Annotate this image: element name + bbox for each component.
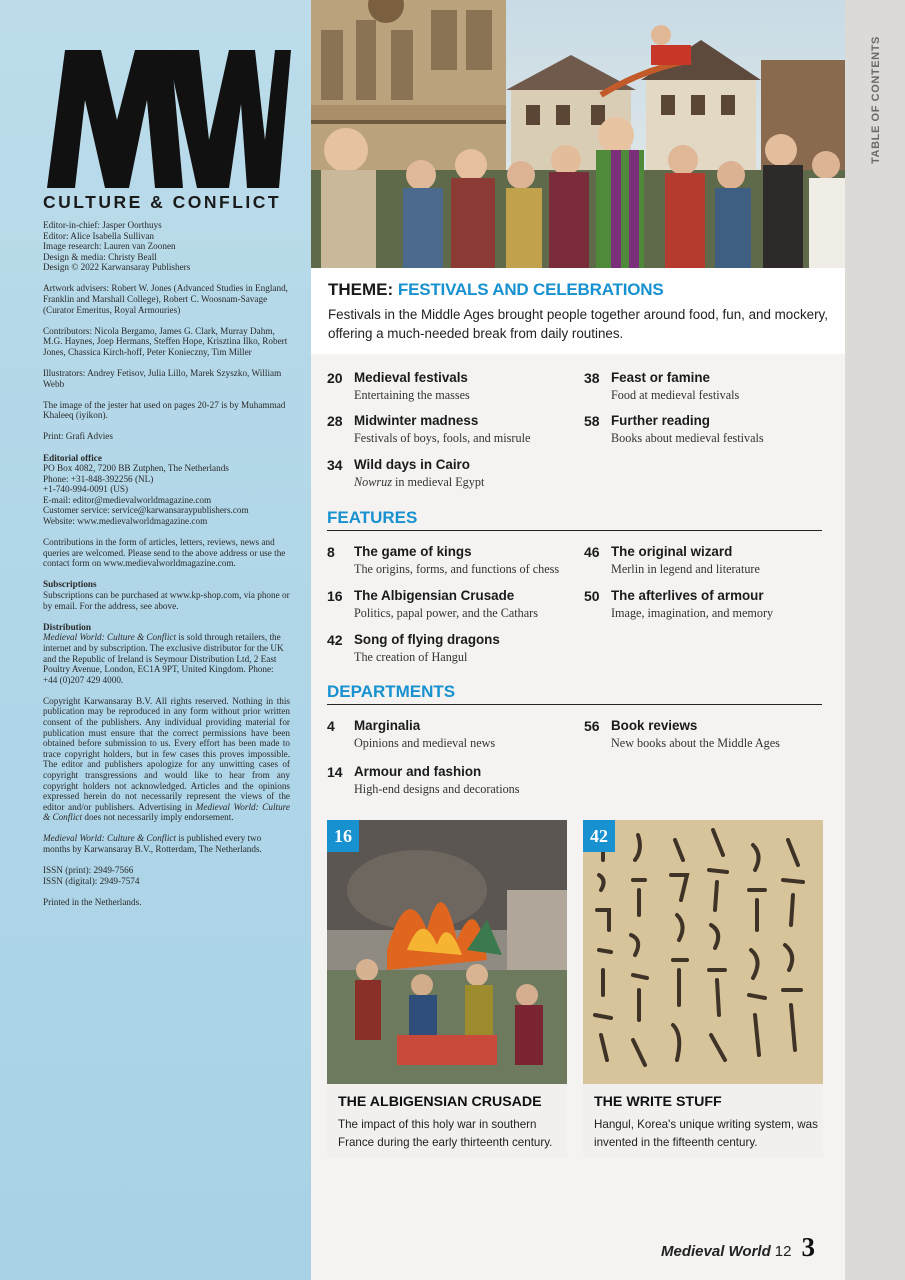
toc-title: The afterlives of armour: [611, 588, 764, 603]
print-credit: Print: Grafi Advies: [43, 431, 113, 442]
credits: Editor-in-chief: Jasper Oorthuys Editor: Alice Isabella Sullivan Image research: Lauren van Zoonen Design & media: Christy Beall Design © 2022 Karwansaray Publishers: [43, 220, 191, 273]
toc-title: The game of kings: [354, 544, 472, 559]
distribution-text: is sold through retailers, the internet and by subscription. The exclusive distributor for the UK and the Republic of Ireland is Seymour Distribution Ltd, 2 East Poultry Avenue, London, EC1A 9PT, United Kingdom. Phone: +44 (0)207 429 4000.: [43, 632, 284, 685]
toc-subtitle: Politics, papal power, and the Cathars: [354, 606, 538, 620]
toc-title: Book reviews: [611, 718, 698, 733]
subscriptions: [43, 579, 290, 611]
contributions-note: Contributions in the form of articles, letters, reviews, news and queries are welcomed. Please send to the above address or use the contact form on www.medievalworldmagazine.com.: [43, 537, 286, 569]
copyright-magazine-title: Medieval World: Culture & Conflict: [43, 801, 290, 823]
toc-title: Marginalia: [354, 718, 421, 733]
toc-title: Medieval festivals: [354, 370, 468, 385]
editorial-office-details: PO Box 4082, 7200 BB Zutphen, The Netherlands Phone: +31-848-392256 (NL) +1-740-994-0091 (US) E-mail: editor@medievalworldmagazine.com Customer service: service@karwansaraypublishers.com Website: www.medievalworldmagazine.com: [43, 463, 249, 527]
toc-subtitle: Merlin in legend and literature: [611, 562, 760, 576]
colophon-text: [43, 220, 290, 918]
toc-subtitle: The creation of Hangul: [354, 650, 468, 664]
logo-subtitle: CULTURE & CONFLICT: [43, 192, 282, 212]
crusade-illustration: [327, 820, 567, 1084]
issn: ISSN (print): 2949-7566 ISSN (digital): 2949-7574: [43, 865, 140, 886]
artwork-advisers: Artwork advisers: Robert W. Jones (Advanced Studies in England, Franklin and Marshall College), Robert C. Woosnam-Savage (Curator Emeritus, Royal Armouries): [43, 283, 288, 315]
card-title: THE ALBIGENSIAN CRUSADE: [338, 1094, 542, 1110]
distribution-magazine-title: Medieval World: Culture & Conflict: [43, 632, 177, 643]
departments-rule: [327, 704, 822, 705]
features-rule: [327, 530, 822, 531]
contributors: Contributors: Nicola Bergamo, James G. Clark, Murray Dahm, M.G. Haynes, Joep Hermans, Steffen Hope, Krisztina Ilko, Robert Jones, Chassica Kirch-hoff, Peter Konieczny, Tim Miller: [43, 325, 288, 357]
toc-page-number: 28: [327, 413, 343, 429]
toc-subtitle: Festivals of boys, fools, and misrule: [354, 431, 531, 445]
card-description: The impact of this holy war in southern France during the early thirteenth century.: [338, 1118, 553, 1149]
toc-title: Feast or famine: [611, 370, 710, 385]
toc-title: Armour and fashion: [354, 764, 482, 779]
subscriptions-heading: Subscriptions: [43, 579, 97, 590]
side-label: TABLE OF CONTENTS: [870, 36, 882, 164]
footer-page-number: 3: [801, 1232, 815, 1262]
editorial-office: [43, 453, 290, 527]
departments-heading: DEPARTMENTS: [327, 682, 456, 701]
illustrators: Illustrators: Andrey Fetisov, Julia Lillo, Marek Szyszko, William Webb: [43, 368, 282, 389]
toc-subtitle: High-end designs and decorations: [354, 782, 520, 796]
toc-title: Midwinter madness: [354, 413, 479, 428]
toc-subtitle: The origins, forms, and functions of chess: [354, 562, 560, 576]
toc-page-number: 20: [327, 370, 343, 386]
toc-page-number: 42: [327, 632, 343, 648]
feature-card[interactable]: [327, 820, 567, 1158]
toc-subtitle: Entertaining the masses: [354, 388, 470, 402]
toc-page-number: 56: [584, 718, 600, 734]
copyright: [43, 696, 290, 823]
jester-credit: The image of the jester hat used on pages 20-27 is by Muhammad Khaleeq (iyikon).: [43, 399, 286, 421]
toc-page-number: 14: [327, 764, 343, 780]
card-title: THE WRITE STUFF: [594, 1094, 722, 1110]
published-note: [43, 833, 290, 854]
colophon-column: [0, 0, 311, 1280]
feature-card[interactable]: [583, 820, 823, 1158]
theme-label: THEME:: [328, 280, 394, 299]
toc-subtitle-rest: in medieval Egypt: [391, 475, 485, 489]
toc-page-number: 46: [584, 544, 600, 560]
toc-page-number: 38: [584, 370, 600, 386]
toc-page-number: 8: [327, 544, 335, 560]
toc-page-number: 58: [584, 413, 600, 429]
copyright-end: does not necessarily imply endorsement.: [82, 812, 234, 823]
toc-subtitle: New books about the Middle Ages: [611, 736, 780, 750]
toc-title: Song of flying dragons: [354, 632, 500, 647]
copyright-text: Copyright Karwansaray B.V. All rights reserved. Nothing in this publication may be reproduced in any form without prior written consent of the publishers. Any individual providing material for publication must ensure that the correct permissions have been obtained before submission to us. Every effort has been made to trace copyright holders, but in few cases this proves impossible. The editor and publishers apologize for any unwitting cases of copyright transgressions and would like to hear from any copyright holders not acknowledged. Articles and the opinions expressed herein do not necessarily represent the views of the editor and/or publishers. Advertising in: [43, 695, 290, 812]
side-strip: [845, 0, 905, 1280]
toc-page-number: 16: [327, 588, 343, 604]
page-footer: [661, 1232, 815, 1263]
card-description: Hangul, Korea's unique writing system, was invented in the fifteenth century.: [594, 1118, 818, 1149]
toc-title: The Albigensian Crusade: [354, 588, 515, 603]
footer-magazine-name: Medieval World: [661, 1243, 771, 1260]
toc-page-number: 50: [584, 588, 600, 604]
editorial-office-heading: Editorial office: [43, 452, 102, 463]
toc-subtitle: Books about medieval festivals: [611, 431, 764, 445]
subscriptions-text: Subscriptions can be purchased at www.kp-shop.com, via phone or by email. For the address, see above.: [43, 590, 290, 611]
theme-box: [311, 268, 845, 354]
magazine-logo: [43, 42, 293, 192]
printed-in: Printed in the Netherlands.: [43, 896, 142, 907]
toc-title: Further reading: [611, 413, 710, 428]
hero-illustration: [311, 0, 845, 268]
toc-subtitle: Image, imagination, and memory: [611, 606, 774, 620]
published-magazine-title: Medieval World: Culture & Conflict: [43, 833, 177, 844]
published-text: is published every two months by Karwansaray B.V., Rotterdam, The Netherlands.: [43, 833, 262, 854]
toc-subtitle-italic: Nowruz: [354, 475, 392, 489]
theme-description: Festivals in the Middle Ages brought people together around food, fun, and mockery, offering a much-needed break from daily routines.: [328, 307, 828, 341]
distribution: [43, 622, 290, 686]
toc-subtitle: [354, 475, 484, 490]
toc-subtitle: Food at medieval festivals: [611, 388, 740, 402]
toc-title: Wild days in Cairo: [354, 457, 470, 472]
card-page-badge: 16: [327, 820, 359, 852]
toc-title: The original wizard: [611, 544, 733, 559]
theme-title: FESTIVALS AND CELEBRATIONS: [397, 280, 664, 299]
card-page-badge: 42: [583, 820, 615, 852]
toc-subtitle: Opinions and medieval news: [354, 736, 496, 750]
hangul-manuscript-image: [583, 820, 823, 1084]
toc-page-number: 4: [327, 718, 335, 734]
distribution-heading: Distribution: [43, 621, 91, 632]
features-heading: FEATURES: [327, 508, 418, 527]
theme-heading: [328, 280, 663, 300]
toc-page-number: 34: [327, 457, 343, 473]
footer-issue-number: 12: [774, 1243, 792, 1260]
